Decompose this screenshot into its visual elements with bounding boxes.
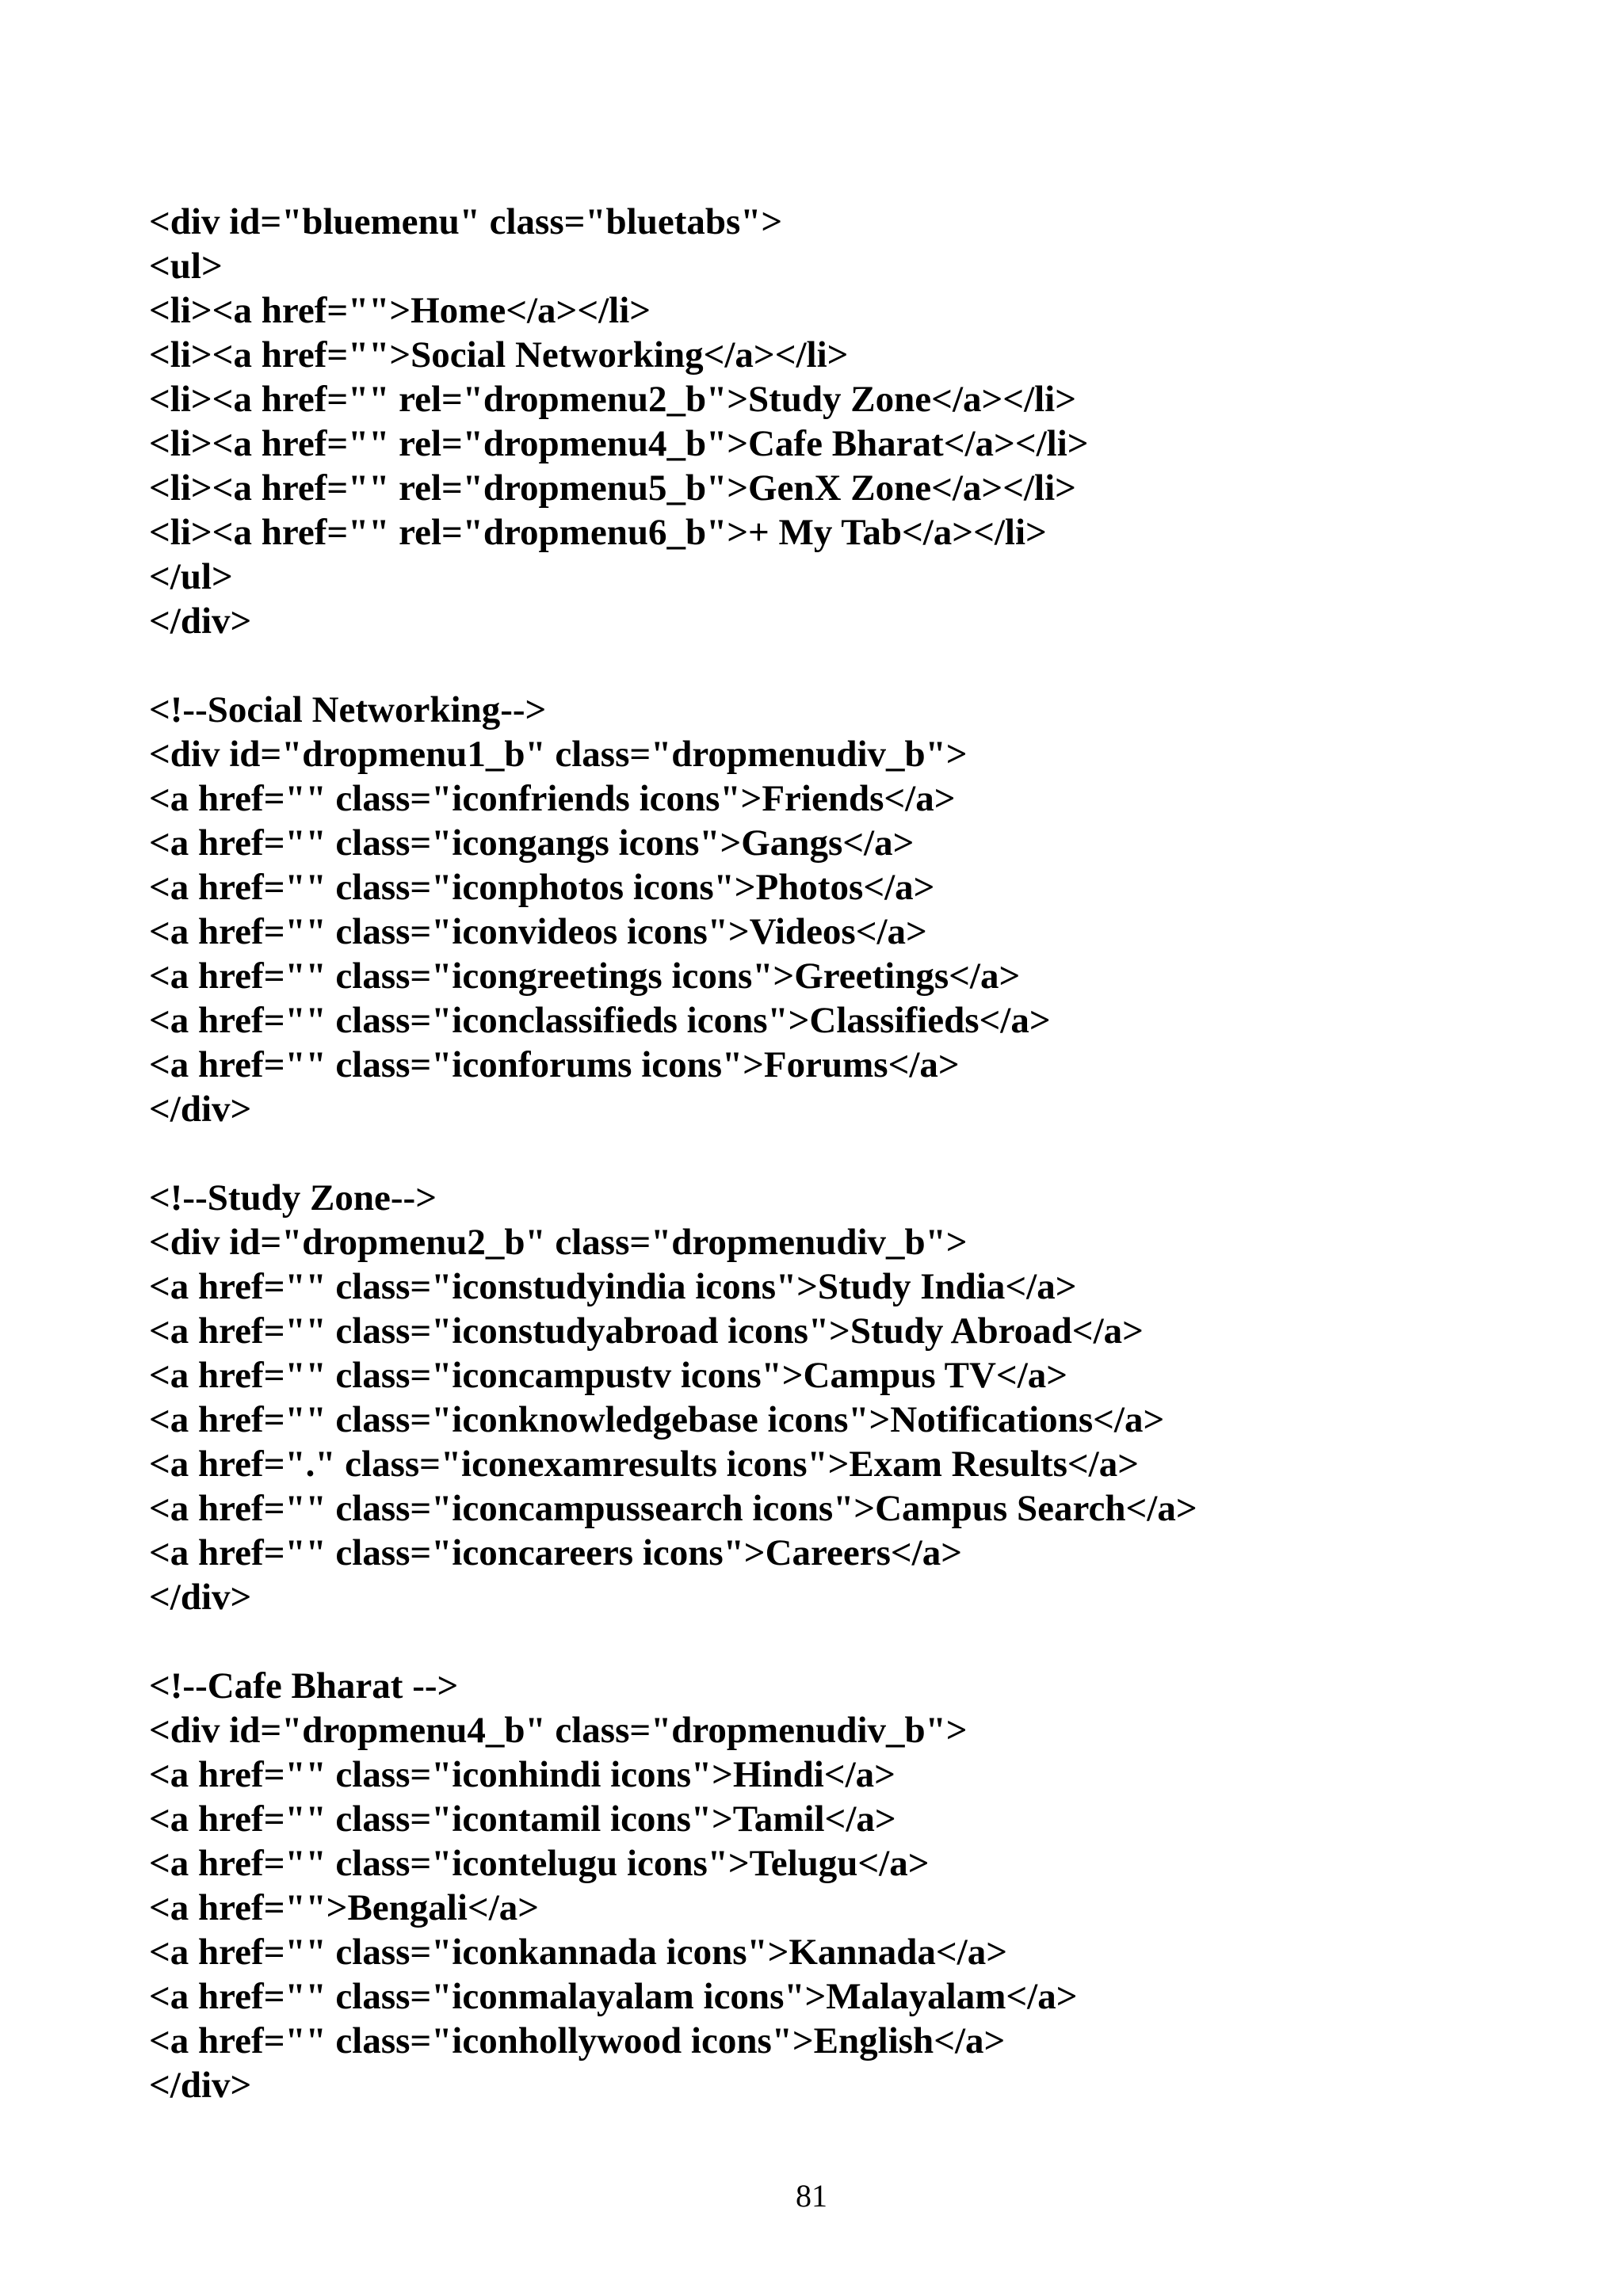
code-line: </div> bbox=[149, 2065, 252, 2106]
code-line: <a href="" class="iconmalayalam icons">Malayalam</a> bbox=[149, 1976, 1078, 2017]
code-line: <li><a href="">Social Networking</a></li> bbox=[149, 334, 849, 376]
code-line: </div> bbox=[149, 1577, 252, 1618]
code-line: <a href="" class="iconcampustv icons">Campus TV</a> bbox=[149, 1355, 1068, 1396]
code-line: <a href="" class="icongreetings icons">Greetings</a> bbox=[149, 955, 1021, 997]
code-line: <li><a href="">Home</a></li> bbox=[149, 290, 651, 331]
code-line: <a href="" class="iconfriends icons">Friends</a> bbox=[149, 778, 956, 819]
code-line: <a href="" class="iconstudyabroad icons">Study Abroad</a> bbox=[149, 1310, 1144, 1352]
code-block bbox=[149, 1176, 1575, 1619]
code-line: <a href="" class="icontamil icons">Tamil</a> bbox=[149, 1798, 896, 1840]
code-line: <a href="" class="icongangs icons">Gangs</a> bbox=[149, 822, 915, 864]
code-line: <a href="" class="iconcareers icons">Careers</a> bbox=[149, 1532, 963, 1573]
code-listing bbox=[149, 200, 1575, 2107]
code-block bbox=[149, 688, 1575, 1131]
code-line: <a href="" class="iconhindi icons">Hindi</a> bbox=[149, 1754, 896, 1795]
code-line: <div id="bluemenu" class="bluetabs"> bbox=[149, 201, 783, 242]
code-line: <ul> bbox=[149, 246, 223, 287]
code-line: </div> bbox=[149, 1089, 252, 1130]
code-line: <!--Cafe Bharat --> bbox=[149, 1665, 459, 1707]
code-line: <a href="" class="icontelugu icons">Telugu</a> bbox=[149, 1843, 930, 1884]
code-line: <!--Study Zone--> bbox=[149, 1177, 437, 1219]
code-line: <a href="" class="iconclassifieds icons">Classifieds</a> bbox=[149, 1000, 1051, 1041]
code-block bbox=[149, 1664, 1575, 2107]
code-line: <a href="." class="iconexamresults icons">Exam Results</a> bbox=[149, 1444, 1139, 1485]
code-line: <a href="" class="iconcampussearch icons">Campus Search</a> bbox=[149, 1488, 1197, 1529]
code-line: <li><a href="" rel="dropmenu2_b">Study Zone</a></li> bbox=[149, 379, 1077, 420]
code-line: <li><a href="" rel="dropmenu4_b">Cafe Bharat</a></li> bbox=[149, 423, 1089, 464]
page-number: 81 bbox=[796, 2178, 827, 2214]
code-line: <a href="" class="iconvideos icons">Videos</a> bbox=[149, 911, 927, 952]
code-line: </ul> bbox=[149, 556, 233, 597]
code-line: <div id="dropmenu1_b" class="dropmenudiv_b"> bbox=[149, 734, 968, 775]
code-line: <a href="">Bengali</a> bbox=[149, 1887, 540, 1928]
code-line: <a href="" class="iconforums icons">Forums</a> bbox=[149, 1044, 960, 1085]
code-line: <a href="" class="iconhollywood icons">English</a> bbox=[149, 2020, 1006, 2061]
code-line: <a href="" class="iconphotos icons">Photos</a> bbox=[149, 867, 935, 908]
blank-line bbox=[149, 1619, 1575, 1664]
blank-line bbox=[149, 643, 1575, 688]
code-line: <a href="" class="iconstudyindia icons">Study India</a> bbox=[149, 1266, 1077, 1307]
code-line: <div id="dropmenu2_b" class="dropmenudiv_b"> bbox=[149, 1222, 968, 1263]
code-line: </div> bbox=[149, 601, 252, 642]
code-line: <div id="dropmenu4_b" class="dropmenudiv_b"> bbox=[149, 1710, 968, 1751]
code-line: <li><a href="" rel="dropmenu6_b">+ My Tab</a></li> bbox=[149, 512, 1047, 553]
blank-line bbox=[149, 1131, 1575, 1176]
code-line: <li><a href="" rel="dropmenu5_b">GenX Zone</a></li> bbox=[149, 467, 1076, 509]
code-line: <a href="" class="iconknowledgebase icons">Notifications</a> bbox=[149, 1399, 1165, 1440]
code-line: <a href="" class="iconkannada icons">Kannada</a> bbox=[149, 1932, 1007, 1973]
code-block bbox=[149, 200, 1575, 643]
code-line: <!--Social Networking--> bbox=[149, 689, 547, 730]
